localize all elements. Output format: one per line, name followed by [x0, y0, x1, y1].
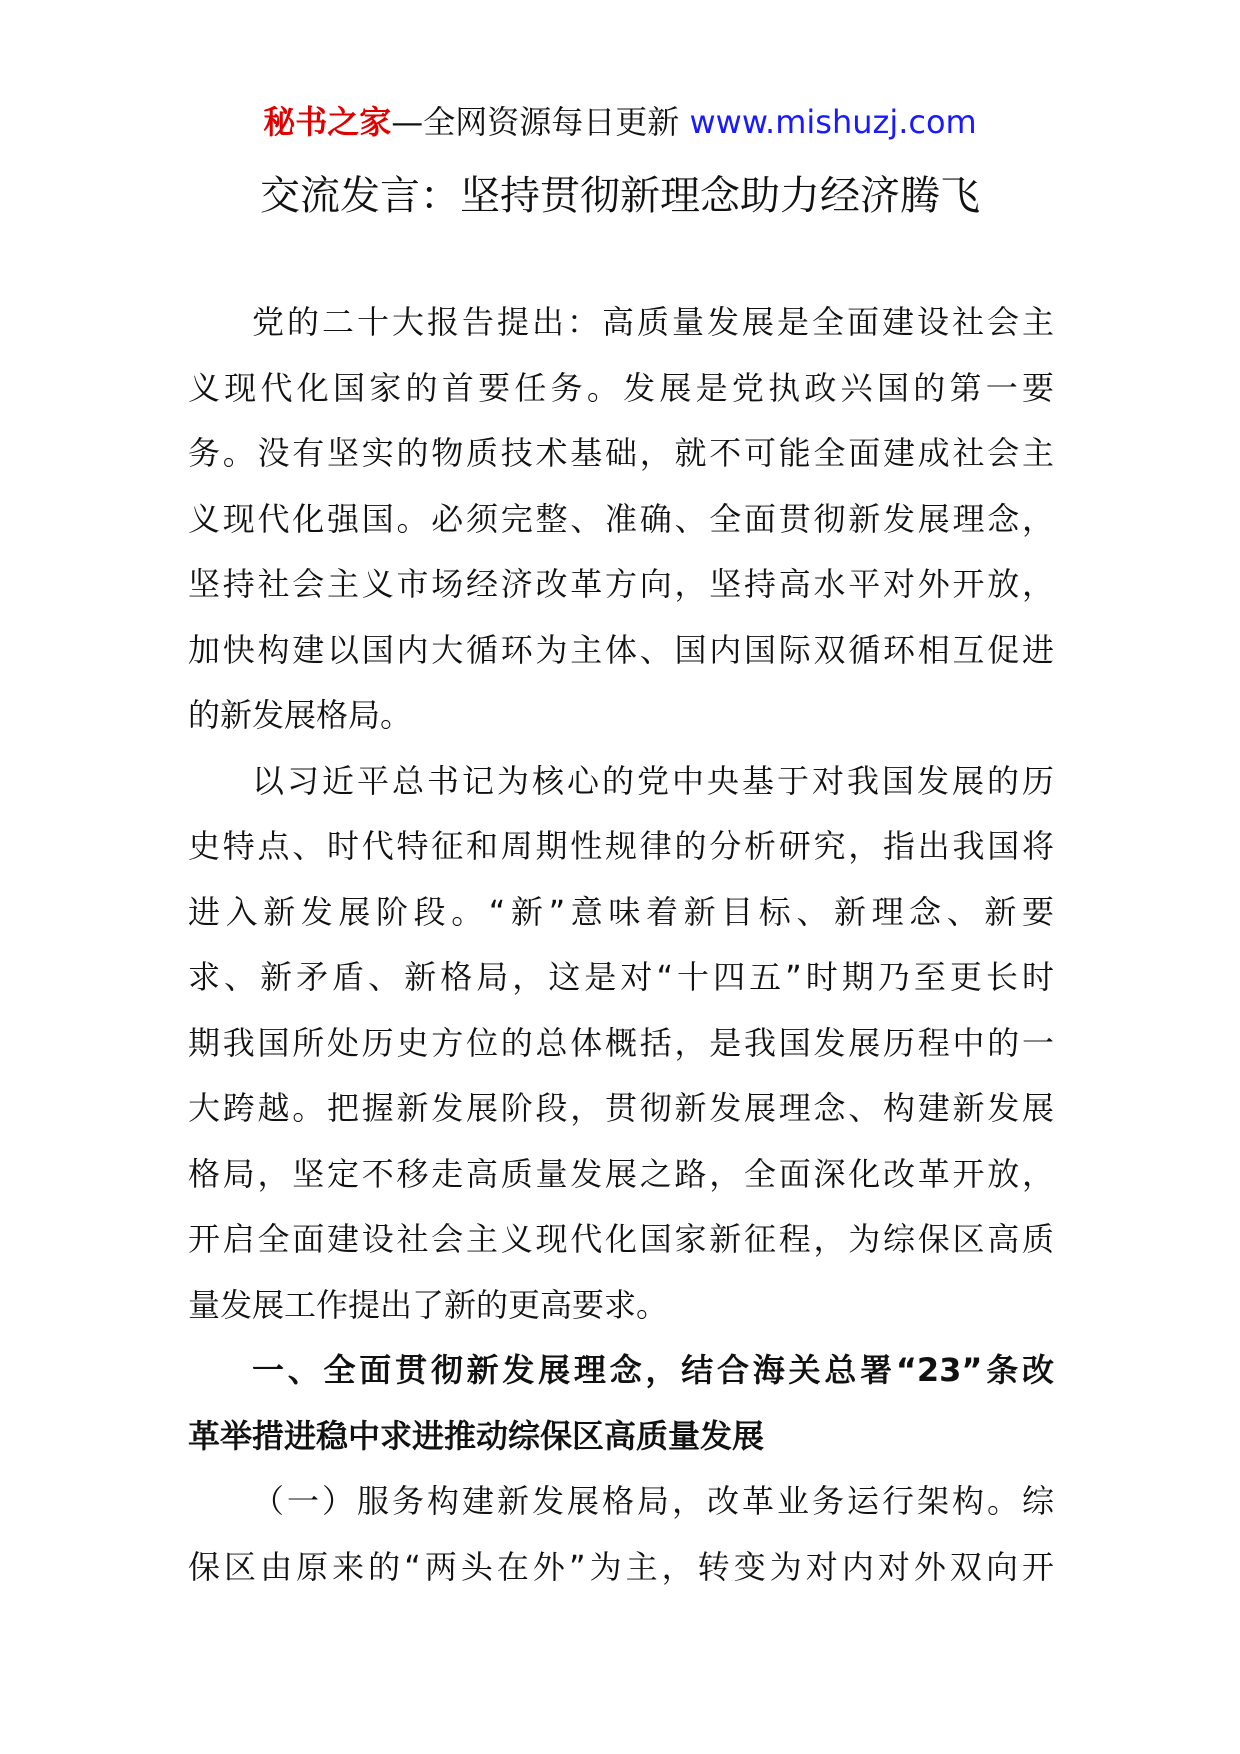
- site-url-link[interactable]: www.mishuzj.com: [689, 103, 977, 141]
- paragraph-1-line-7: 的新发展格局。: [188, 696, 413, 734]
- section-heading-line-2: 革举措进稳中求进推动综保区高质量发展: [188, 1416, 765, 1455]
- section-heading-line-1: 一、全面贯彻新发展理念，结合海关总署“23”条改: [252, 1351, 1054, 1389]
- paragraph-2-line-2: 史特点、时代特征和周期性规律的分析研究，指出我国将: [188, 827, 1054, 865]
- paragraph-3-line-1: （一）服务构建新发展格局，改革业务运行架构。综: [252, 1482, 1054, 1520]
- paragraph-1-line-5: 坚持社会主义市场经济改革方向，坚持高水平对外开放，: [188, 565, 1054, 603]
- page-title: 交流发言：坚持贯彻新理念助力经济腾飞: [260, 173, 980, 219]
- document-body: [188, 290, 1054, 1600]
- paragraph-1-line-3: 务。没有坚实的物质技术基础，就不可能全面建成社会主: [188, 434, 1054, 472]
- paragraph-2-line-9: 量发展工作提出了新的更高要求。: [188, 1285, 669, 1324]
- paragraph-1-line-4: 义现代化强国。必须完整、准确、全面贯彻新发展理念，: [188, 499, 1054, 538]
- brand-tagline: —全网资源每日更新: [391, 103, 680, 141]
- paragraph-2-line-6: 大跨越。把握新发展阶段，贯彻新发展理念、构建新发展: [188, 1089, 1054, 1127]
- brand-name: 秘书之家: [263, 103, 392, 141]
- paragraph-2-line-8: 开启全面建设社会主义现代化国家新征程，为综保区高质: [188, 1220, 1054, 1258]
- paragraph-2-line-1: 以习近平总书记为核心的党中央基于对我国发展的历: [252, 761, 1054, 800]
- paragraph-2-line-4: 求、新矛盾、新格局，这是对“十四五”时期乃至更长时: [188, 958, 1054, 996]
- paragraph-2-line-3: 进入新发展阶段。“新”意味着新目标、新理念、新要: [188, 892, 1054, 931]
- site-banner: [0, 100, 1240, 144]
- paragraph-1-line-6: 加快构建以国内大循环为主体、国内国际双循环相互促进: [188, 630, 1054, 669]
- paragraph-1-line-2: 义现代化国家的首要任务。发展是党执政兴国的第一要: [188, 368, 1054, 407]
- paragraph-3-line-2: 保区由原来的“两头在外”为主，转变为对内对外双向开: [188, 1547, 1054, 1586]
- paragraph-2-line-7: 格局，坚定不移走高质量发展之路，全面深化改革开放，: [188, 1154, 1054, 1193]
- paragraph-1-line-1: 党的二十大报告提出：高质量发展是全面建设社会主: [252, 303, 1054, 341]
- paragraph-2-line-5: 期我国所处历史方位的总体概括，是我国发展历程中的一: [188, 1023, 1054, 1062]
